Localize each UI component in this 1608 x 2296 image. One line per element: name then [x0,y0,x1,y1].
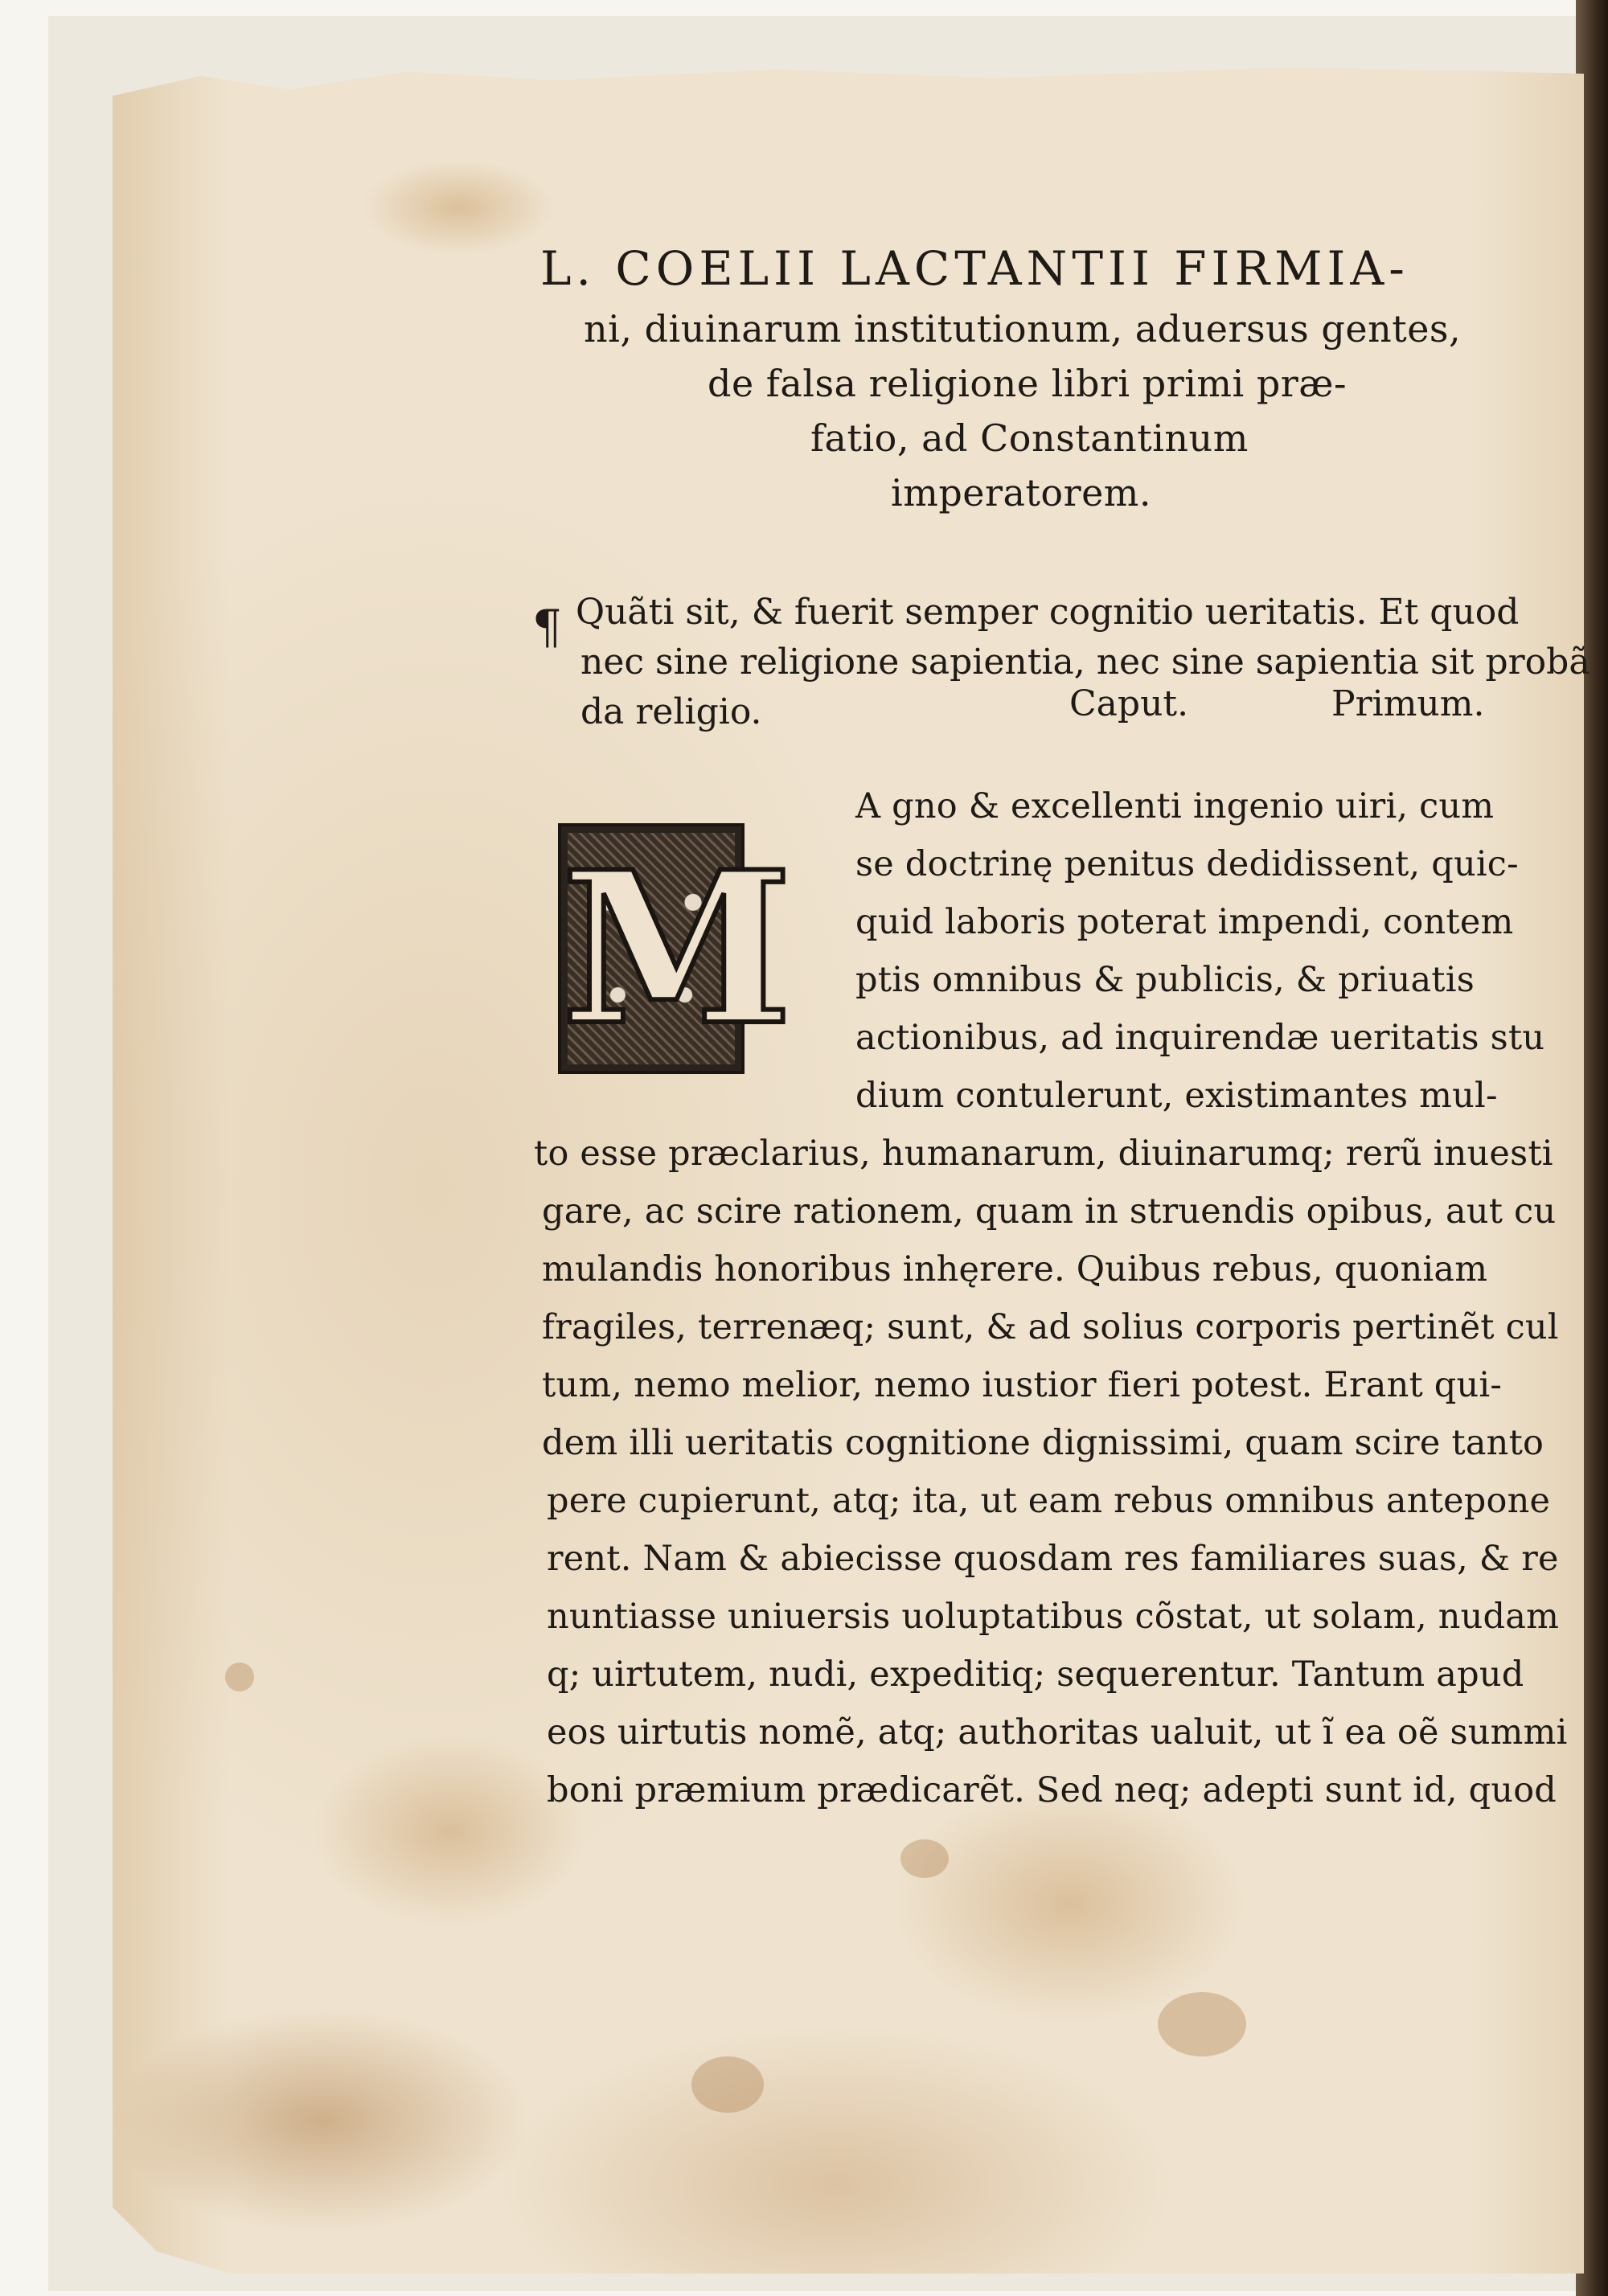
chapter-line-2: nec sine religione sapientia, nec sine sapientia sit probã [580,642,1590,683]
body-line: A gno & excellenti ingenio uiri, cum [855,786,1495,826]
body-line: dem illi ueritatis cognitione dignissimi, quam scire tanto [542,1423,1544,1463]
initial-letter: M [561,826,793,1072]
heading-line-5: imperatorem. [891,471,1152,515]
body-line: q; uirtutem, nudi, expeditiq; sequerentur. Tantum apud [547,1654,1524,1695]
body-line: nuntiasse uniuersis uoluptatibus cõstat, ut solam, nudam [547,1597,1560,1637]
chapter-line-3-left: da religio. [580,691,762,732]
stain-spot [900,1839,949,1878]
body-line: eos uirtutis nomẽ, atq; authoritas ualuit, ut ĩ ea oẽ summi [547,1712,1568,1753]
body-line: se doctrinę penitus dedidissent, quic- [855,844,1519,884]
heading-line-4: fatio, ad Constantinum [810,416,1249,460]
decorated-initial [558,823,793,1074]
paragraph-mark: ¶ [532,600,562,654]
body-line: boni præmium prædicarẽt. Sed neq; adepti sunt id, quod [547,1770,1557,1810]
stain-spot [225,1663,254,1691]
chapter-primum: Primum. [1331,683,1485,724]
stain-spot [691,2056,764,2113]
stain-spot [1158,1992,1246,2056]
body-line: actionibus, ad inquirendæ ueritatis stu [855,1018,1545,1058]
heading-line-2: ni, diuinarum institutionum, aduersus gentes, [584,307,1462,351]
body-line: rent. Nam & abiecisse quosdam res familiares suas, & re [547,1539,1559,1579]
body-line: quid laboris poterat impendi, contem [855,902,1514,942]
chapter-line-1: Quãti sit, & fuerit semper cognitio ueritatis. Et quod [576,592,1520,633]
chapter-caput: Caput. [1069,683,1189,724]
heading-line-3: de falsa religione libri primi præ- [708,362,1348,405]
body-line: ptis omnibus & publicis, & priuatis [855,960,1475,1000]
body-line: mulandis honoribus inhęrere. Quibus rebus, quoniam [542,1249,1488,1289]
body-line: dium contulerunt, existimantes mul- [855,1076,1498,1116]
body-line: to esse præclarius, humanarum, diuinarumq; rerũ inuesti [534,1134,1553,1174]
body-line: gare, ac scire rationem, quam in struendis opibus, aut cu [542,1191,1557,1232]
heading-line-1: L. COELII LACTANTII FIRMIA- [540,241,1409,296]
body-line: tum, nemo melior, nemo iustior fieri potest. Erant qui- [542,1365,1503,1405]
body-line: pere cupierunt, atq; ita, ut eam rebus omnibus antepone [547,1481,1551,1521]
body-line: fragiles, terrenæq; sunt, & ad solius corporis pertinẽt cul [542,1307,1559,1347]
